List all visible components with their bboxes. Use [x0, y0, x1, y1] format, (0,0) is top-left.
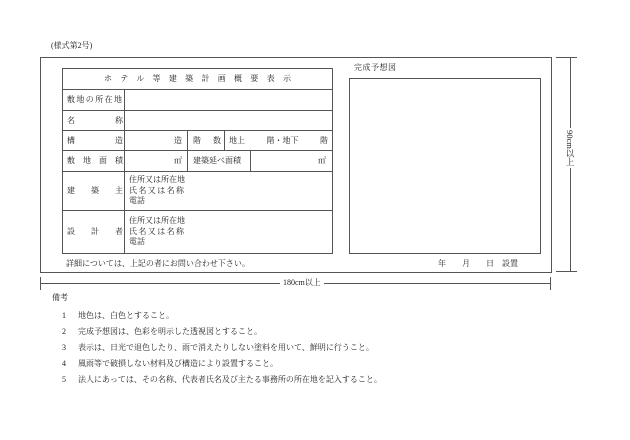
site-location-label-cell: [63, 90, 125, 111]
remark-number: 1: [62, 311, 66, 320]
total-floor-area-unit: ㎡: [318, 156, 327, 165]
remark-text: 完成予想図は、色彩を明示した透視図とすること。: [78, 327, 262, 336]
owner-row: [63, 172, 333, 211]
width-dimension-label: 180cm以上: [280, 278, 324, 288]
remark-number: 3: [62, 343, 66, 352]
floors-value-cell: [225, 131, 333, 151]
owner-phone-line: 電話: [129, 196, 145, 206]
floors-label-cell: [188, 131, 233, 151]
remark-text: 風雨等で破損しない材料及び構造により設置すること。: [78, 359, 278, 368]
remark-text: 地色は、白色とすること。: [78, 311, 174, 320]
title-row: [63, 69, 333, 90]
floor-suffix-label: 階: [320, 135, 328, 145]
structure-label-cell: [63, 131, 163, 151]
total-floor-area-label-cell: [188, 151, 251, 172]
below-ground-label: 階・地下: [266, 135, 299, 145]
remark-item: [62, 343, 382, 359]
installation-date: 年 月 日 設置: [438, 259, 518, 268]
remark-number: 5: [62, 375, 66, 384]
sign-title: ホテル等建築計画概要表示: [104, 74, 300, 83]
name-row: [63, 111, 333, 131]
remark-number: 4: [62, 359, 66, 368]
name-label-cell: [63, 111, 163, 131]
name-label: 名称: [67, 115, 163, 125]
total-floor-area-value-cell: [251, 151, 333, 172]
remark-item: [62, 359, 382, 375]
site-area-label-cell: [63, 151, 131, 172]
inquiry-note: 詳細については、上記の者にお問い合わせ下さい。: [66, 259, 250, 268]
area-row: [63, 151, 333, 172]
remark-text: 法人にあっては、その名称、代表者氏名及び主たる事務所の所在地を記入すること。: [78, 375, 382, 384]
remark-text: 表示は、日光で退色したり、雨で消えたりしない塗料を用いて、鮮明に行うこと。: [78, 343, 374, 352]
site-area-label: 敷地面積: [67, 156, 131, 165]
site-location-label: 敷地の所在地: [67, 95, 124, 104]
above-ground-label: 地上: [229, 135, 245, 145]
title-cell: [63, 69, 333, 90]
building-plan-summary-table: [62, 68, 333, 254]
width-dimension-tick-left: [40, 277, 41, 290]
site-location-row: [63, 90, 333, 111]
remarks-list: [62, 311, 382, 391]
site-area-value-cell: [125, 151, 188, 172]
site-area-unit: ㎡: [174, 156, 182, 165]
remark-item: [62, 311, 382, 327]
site-location-value-cell: [125, 90, 333, 111]
designer-label: 設計者: [67, 227, 139, 236]
total-floor-area-label: 建築延べ面積: [193, 156, 241, 165]
width-dimension-tick-right: [550, 277, 551, 290]
rendering-label: 完成予想図: [354, 63, 397, 72]
owner-name-line: 氏名又は名称: [129, 185, 186, 195]
designer-phone-line: 電話: [129, 237, 145, 247]
designer-address-line: 住所又は所在地: [129, 216, 185, 226]
remark-number: 2: [62, 327, 66, 336]
structure-suffix: 造: [174, 135, 182, 145]
designer-name-line: 氏名又は名称: [129, 226, 186, 236]
form-number: (様式第2号): [51, 41, 93, 50]
remark-item: [62, 327, 382, 343]
owner-value-cell: [125, 172, 333, 211]
height-dimension-label: 90cm以上: [565, 130, 575, 166]
floors-value: [225, 136, 332, 146]
structure-label: 構造: [67, 135, 163, 145]
floors-label: 階数: [193, 135, 233, 145]
height-dimension-tick-bottom: [556, 271, 577, 272]
rendering-frame: [349, 78, 541, 254]
remark-item: [62, 375, 382, 391]
designer-row: [63, 211, 333, 254]
owner-address-line: 住所又は所在地: [129, 175, 185, 185]
structure-row: [63, 131, 333, 151]
designer-value-cell: [125, 211, 333, 254]
height-dimension-tick-top: [556, 57, 577, 58]
remarks-heading: 備考: [52, 293, 68, 302]
owner-label: 建築主: [67, 186, 139, 195]
